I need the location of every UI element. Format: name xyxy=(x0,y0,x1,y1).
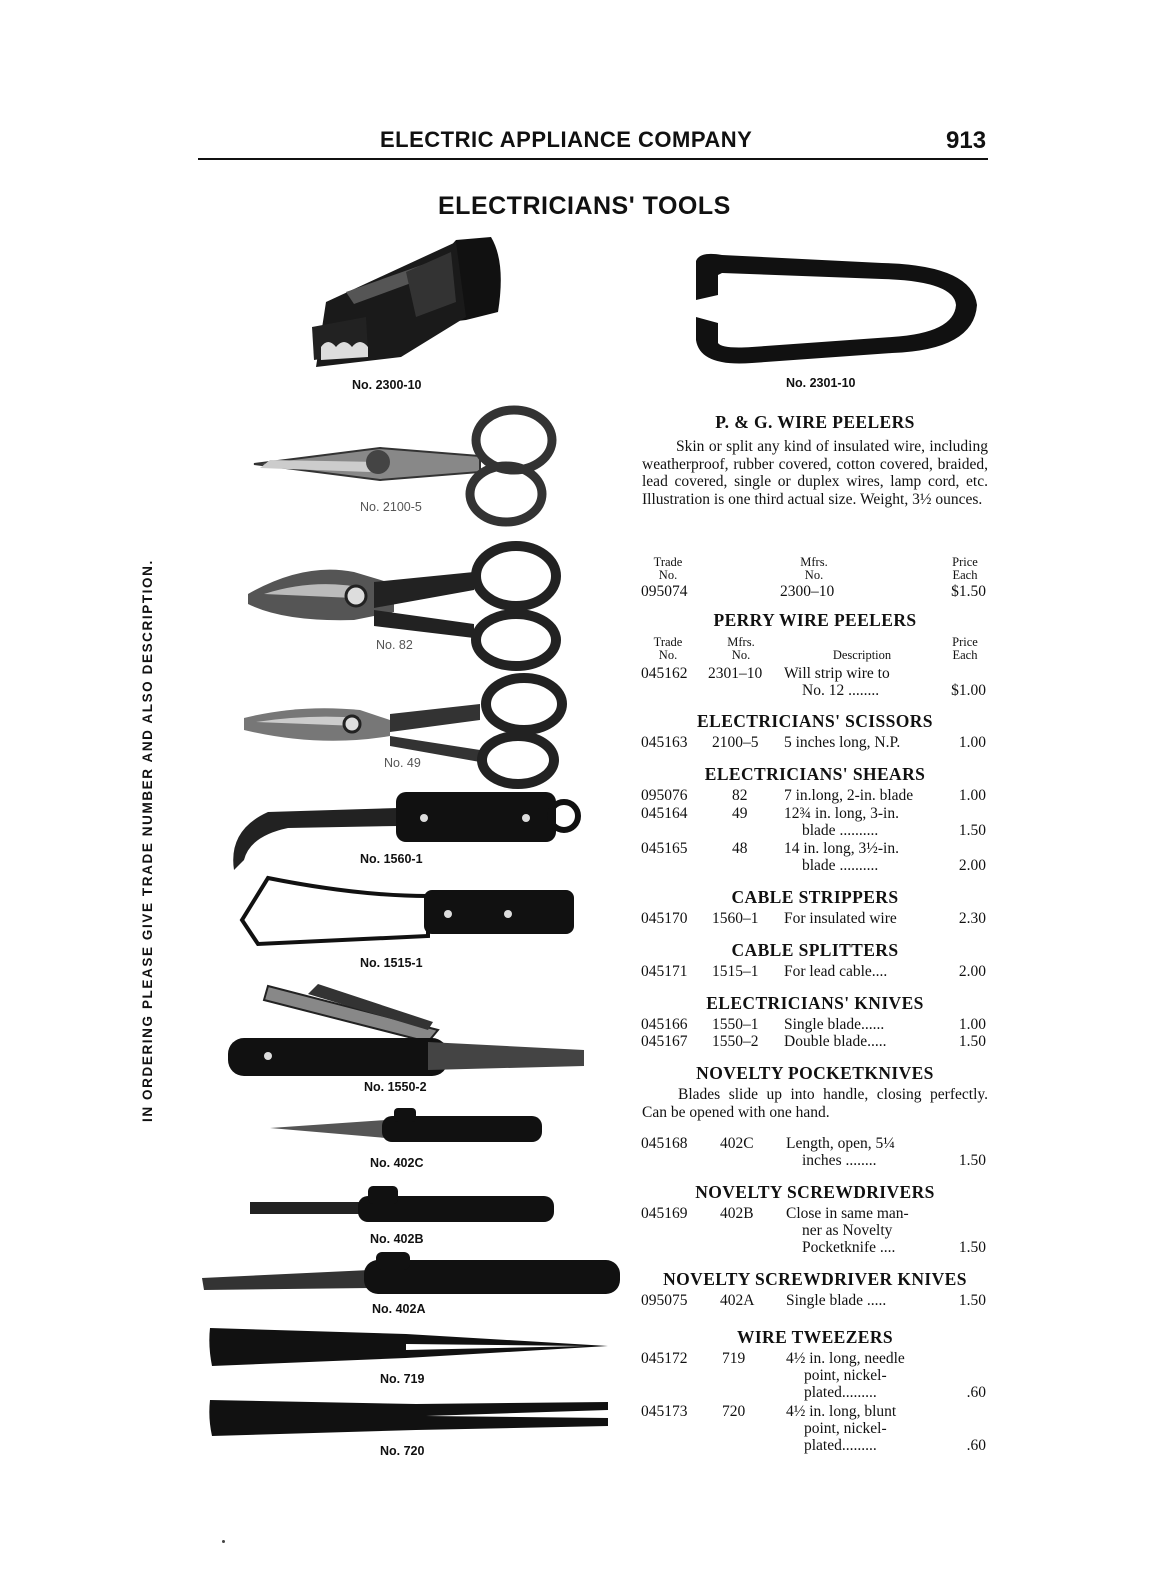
mfrs-number: 2301–10 xyxy=(708,665,763,682)
mfrs-number: 1515–1 xyxy=(712,963,759,980)
illustration-caption: No. 2100-5 xyxy=(360,500,422,514)
wire-peeler-icon xyxy=(306,232,506,377)
side-note: IN ORDERING PLEASE GIVE TRADE NUMBER AND ALSO DESCRIPTION. xyxy=(140,559,155,1122)
mfrs-number: 402A xyxy=(720,1292,755,1309)
item-description: 5 inches long, N.P. xyxy=(784,734,901,751)
column-header-trade: Trade No. xyxy=(653,555,683,582)
column-header-mfrs: Mfrs. No. xyxy=(800,555,828,582)
blunt-tweezers-icon xyxy=(206,1396,610,1440)
section-heading: WIRE TWEEZERS xyxy=(736,1327,894,1347)
section-heading: NOVELTY POCKETKNIVES xyxy=(696,1063,934,1083)
price: 1.50 xyxy=(958,1239,986,1256)
item-description: For lead cable.... xyxy=(784,963,888,980)
trade-number: 045167 xyxy=(641,1033,688,1050)
trade-number: 095076 xyxy=(641,787,688,804)
item-description: ner as Novelty xyxy=(802,1222,893,1239)
screwdriver-knife-icon xyxy=(200,1250,622,1302)
trade-number: 045165 xyxy=(641,840,688,857)
needle-tweezers-icon xyxy=(206,1322,610,1370)
item-description: 12¾ in. long, 3-in. xyxy=(784,805,899,822)
splitter-knife-icon xyxy=(238,876,578,956)
section-heading: P. & G. WIRE PEELERS xyxy=(715,412,915,432)
section-description: Skin or split any kind of insulated wire, including weatherproof, rubber covered, cotton covered, braided, lead covered, single or duplex wires, lamp cord, etc. Illustration is one third actual size. Weight, 3½ ounces. xyxy=(642,438,988,508)
mfrs-number: 49 xyxy=(732,805,748,822)
mfrs-number: 720 xyxy=(722,1403,746,1420)
print-speck xyxy=(222,1540,225,1543)
item-description: Single blade...... xyxy=(784,1016,885,1033)
item-description: Length, open, 5¼ xyxy=(786,1135,895,1152)
price: .60 xyxy=(966,1437,986,1454)
item-description: Will strip wire to xyxy=(784,665,890,682)
item-description: Pocketknife .... xyxy=(802,1239,896,1256)
section-heading: ELECTRICIANS' KNIVES xyxy=(706,993,924,1013)
price: 1.50 xyxy=(958,822,986,839)
mfrs-number: 719 xyxy=(722,1350,746,1367)
trade-number: 045170 xyxy=(641,910,688,927)
mfrs-number: 1550–1 xyxy=(712,1016,759,1033)
item-description: plated......... xyxy=(804,1384,877,1401)
price: $1.50 xyxy=(951,583,986,600)
trade-number: 045164 xyxy=(641,805,688,822)
price: 2.30 xyxy=(958,910,986,927)
section-description: Blades slide up into handle, closing perfectly. Can be opened with one hand. xyxy=(642,1086,988,1121)
illustration-caption: No. 1560-1 xyxy=(360,852,423,866)
section-heading: NOVELTY SCREWDRIVER KNIVES xyxy=(663,1269,967,1289)
illustration-caption: No. 1550-2 xyxy=(364,1080,427,1094)
price: 1.00 xyxy=(958,734,986,751)
mfrs-number: 82 xyxy=(732,787,748,804)
column-header-mfrs: Mfrs. No. xyxy=(727,635,755,662)
price: .60 xyxy=(966,1384,986,1401)
section-heading: NOVELTY SCREWDRIVERS xyxy=(695,1182,935,1202)
wire-peeler-clip-icon xyxy=(692,245,982,370)
section-heading: PERRY WIRE PEELERS xyxy=(713,610,917,630)
item-description: plated......... xyxy=(804,1437,877,1454)
section-heading: CABLE SPLITTERS xyxy=(731,940,899,960)
price: 2.00 xyxy=(958,857,986,874)
column-header-price: Price Each xyxy=(952,555,978,582)
illustration-caption: No. 402A xyxy=(372,1302,426,1316)
illustration-caption: No. 82 xyxy=(376,638,413,652)
trade-number: 045162 xyxy=(641,665,688,682)
trade-number: 095075 xyxy=(641,1292,688,1309)
column-header-price: Price Each xyxy=(952,635,978,662)
mfrs-number: 402C xyxy=(720,1135,754,1152)
section-heading: ELECTRICIANS' SCISSORS xyxy=(697,711,933,731)
illustration-caption: No. 719 xyxy=(380,1372,425,1386)
mfrs-number: 1550–2 xyxy=(712,1033,759,1050)
illustration-caption: No. 2300-10 xyxy=(352,378,422,392)
column-header-trade: Trade No. xyxy=(653,635,683,662)
illustration-caption: No. 402B xyxy=(370,1232,424,1246)
illustration-caption: No. 49 xyxy=(384,756,421,770)
item-description: inches ........ xyxy=(802,1152,877,1169)
item-description: blade .......... xyxy=(802,857,879,874)
item-description: 4½ in. long, needle xyxy=(786,1350,905,1367)
item-description: 14 in. long, 3½-in. xyxy=(784,840,899,857)
mfrs-number: 2300–10 xyxy=(780,583,835,600)
mfrs-number: 1560–1 xyxy=(712,910,759,927)
item-description: blade .......... xyxy=(802,822,879,839)
section-heading: CABLE STRIPPERS xyxy=(731,887,899,907)
page-number: 913 xyxy=(946,127,987,154)
price: $1.00 xyxy=(951,682,986,699)
trade-number: 045166 xyxy=(641,1016,688,1033)
item-description: For insulated wire xyxy=(784,910,897,927)
mfrs-number: 48 xyxy=(732,840,748,857)
mfrs-number: 2100–5 xyxy=(712,734,759,751)
trade-number: 045163 xyxy=(641,734,688,751)
illustration-caption: No. 2301-10 xyxy=(786,376,856,390)
pocketknife-icon xyxy=(266,1106,546,1150)
item-description: Single blade ..... xyxy=(786,1292,887,1309)
price: 1.00 xyxy=(958,1016,986,1033)
mfrs-number: 402B xyxy=(720,1205,754,1222)
trade-number: 045173 xyxy=(641,1403,688,1420)
page-title: ELECTRICIANS' TOOLS xyxy=(438,192,731,220)
screwdriver-icon xyxy=(248,1182,558,1232)
column-header-description: Description xyxy=(832,648,892,662)
illustration-caption: No. 402C xyxy=(370,1156,424,1170)
section-heading: ELECTRICIANS' SHEARS xyxy=(704,764,926,784)
price: 1.50 xyxy=(958,1033,986,1050)
item-description: point, nickel- xyxy=(804,1367,887,1384)
running-head: ELECTRIC APPLIANCE COMPANY xyxy=(380,127,753,152)
item-description: 4½ in. long, blunt xyxy=(786,1403,897,1420)
trade-number: 045169 xyxy=(641,1205,688,1222)
item-description: Double blade..... xyxy=(784,1033,887,1050)
item-description: Close in same man- xyxy=(786,1205,909,1222)
trade-number: 045168 xyxy=(641,1135,688,1152)
trade-number: 045171 xyxy=(641,963,688,980)
price: 1.50 xyxy=(958,1152,986,1169)
price: 1.50 xyxy=(958,1292,986,1309)
header-rule xyxy=(198,158,988,160)
illustration-caption: No. 720 xyxy=(380,1444,425,1458)
illustration-caption: No. 1515-1 xyxy=(360,956,423,970)
trade-number: 045172 xyxy=(641,1350,688,1367)
price: 2.00 xyxy=(958,963,986,980)
price: 1.00 xyxy=(958,787,986,804)
item-description: No. 12 ........ xyxy=(802,682,880,699)
item-description: 7 in.long, 2-in. blade xyxy=(784,787,914,804)
trade-number: 095074 xyxy=(641,583,688,600)
double-blade-knife-icon xyxy=(228,980,588,1080)
item-description: point, nickel- xyxy=(804,1420,887,1437)
